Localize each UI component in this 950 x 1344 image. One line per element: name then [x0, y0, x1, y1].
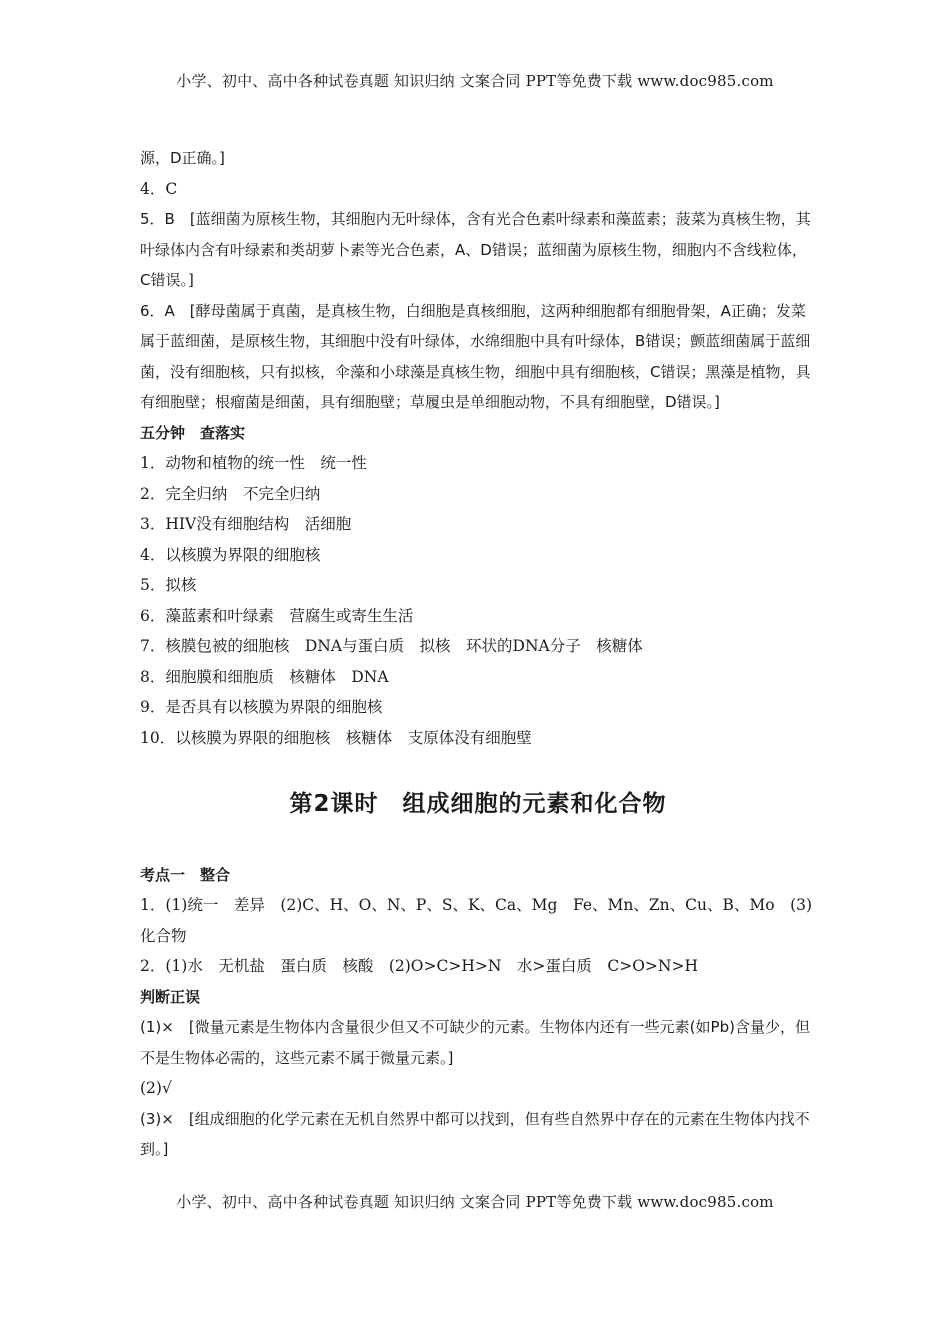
page-footer: 小学、初中、高中各种试卷真题 知识归纳 文案合同 PPT等免费下载 www.doc985.com	[176, 1193, 774, 1211]
five-minute-item: 9．是否具有以核膜为界限的细胞核	[140, 698, 383, 716]
five-minute-item: 1．动物和植物的统一性 统一性	[140, 454, 367, 472]
answer-4: 4．C	[140, 179, 178, 198]
judgement-item: (2)√	[140, 1079, 172, 1097]
point-one-item: 2．(1)水 无机盐 蛋白质 核酸 (2)O>C>H>N 水>蛋白质 C>O>N>H	[140, 957, 698, 975]
five-minute-heading: 五分钟 查落实	[140, 423, 246, 442]
answer-6: 6．A [酵母菌属于真菌，是真核生物，白细胞是真核细胞，这两种细胞都有细胞骨架，A正确；发菜属于蓝细菌，是原核生物，其细胞中没有叶绿体，水绵细胞中具有叶绿体，B错误；颤蓝细菌属于蓝细菌，没有细胞核，只有拟核，伞藻和小球藻是真核生物，细胞中具有细胞核，C错误；黑藻是植物，具有细胞壁；根瘤菌是细菌，具有细胞壁；草履虫是单细胞动物，不具有细胞壁，D错误。]	[140, 301, 811, 411]
judgement-item: (3)× [组成细胞的化学元素在无机自然界中都可以找到，但有些自然界中存在的元素在生物体内找不到。]	[140, 1109, 810, 1158]
five-minute-item: 2．完全归纳 不完全归纳	[140, 484, 321, 503]
judgement-item: (1)× [微量元素是生物体内含量很少但又不可缺少的元素。生物体内还有一些元素(如Pb)含量少，但不是生物体必需的，这些元素不属于微量元素。]	[140, 1018, 810, 1067]
answer-d-end: 源，D正确。]	[140, 149, 225, 167]
answer-5: 5．B [蓝细菌为原核生物，其细胞内无叶绿体，含有光合色素叶绿素和藻蓝素；菠菜为真核生物，其叶绿体内含有叶绿素和类胡萝卜素等光合色素，A、D错误；蓝细菌为原核生物，细胞内不含线粒体，C错误。]	[140, 210, 811, 289]
five-minute-item: 10．以核膜为界限的细胞核 核糖体 支原体没有细胞壁	[140, 728, 532, 747]
point-one-heading: 考点一 整合	[140, 865, 231, 884]
five-minute-item: 5．拟核	[140, 576, 197, 594]
lesson-title: 第2课时 组成细胞的元素和化合物	[289, 791, 667, 817]
five-minute-item: 3．HIV没有细胞结构 活细胞	[140, 515, 352, 533]
five-minute-item: 8．细胞膜和细胞质 核糖体 DNA	[140, 667, 389, 686]
document-body	[140, 143, 816, 1165]
judgement-heading: 判断正误	[140, 987, 201, 1006]
point-one-item: 1．(1)统一 差异 (2)C、H、O、N、P、S、K、Ca、Mg Fe、Mn、Zn、Cu、B、Mo (3)化合物	[140, 896, 813, 945]
five-minute-item: 6．藻蓝素和叶绿素 营腐生或寄生生活	[140, 606, 414, 625]
five-minute-item: 4．以核膜为界限的细胞核	[140, 545, 321, 564]
five-minute-item: 7．核膜包被的细胞核 DNA与蛋白质 拟核 环状的DNA分子 核糖体	[140, 637, 643, 655]
page-header: 小学、初中、高中各种试卷真题 知识归纳 文案合同 PPT等免费下载 www.doc985.com	[176, 72, 774, 90]
